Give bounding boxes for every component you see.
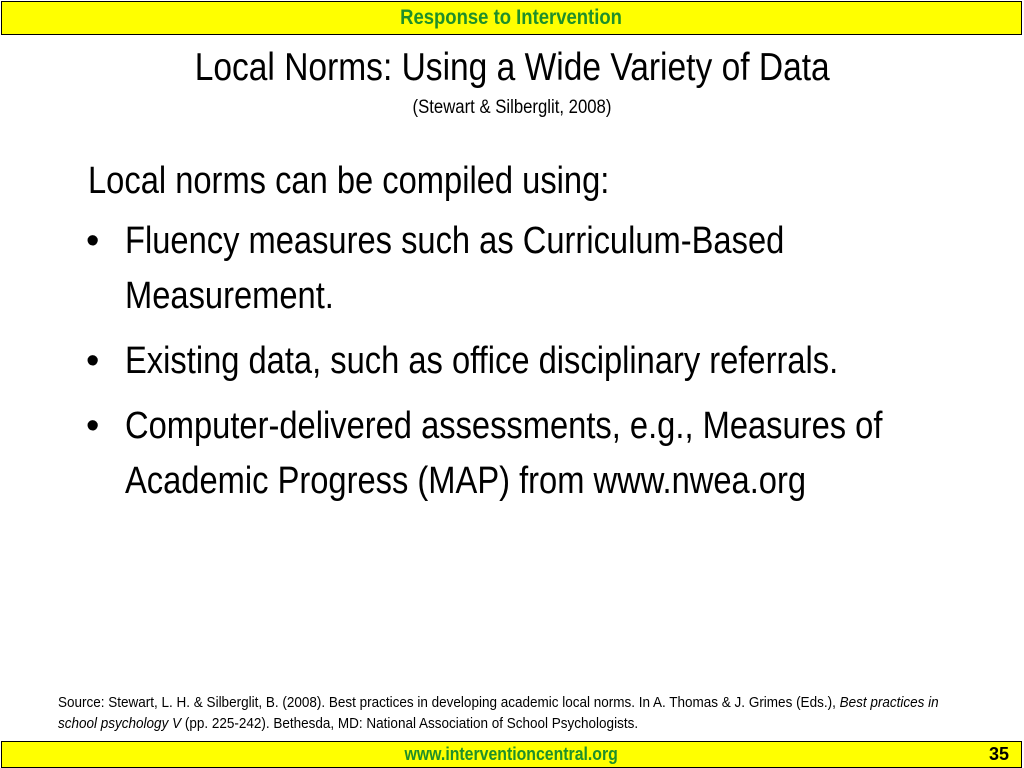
bullet-text xyxy=(125,214,1005,324)
lead-text xyxy=(88,156,694,206)
source-part-2: (pp. 225-242). Bethesda, MD: National Association of School Psychologists. xyxy=(181,715,639,732)
slide-subtitle-text: (Stewart & Silberglit, 2008) xyxy=(412,97,612,118)
bullet-text-content: Fluency measures such as Curriculum-Based Measurement. xyxy=(125,220,785,317)
footer-banner xyxy=(1,741,1022,768)
header-banner-text: Response to Intervention xyxy=(400,6,623,29)
bullet-text-content: Existing data, such as office disciplinary referrals. xyxy=(125,340,839,382)
source-part-1: Source: Stewart, L. H. & Silberglit, B. (2008). Best practices in developing academic local norms. In A. Thomas & J. Grimes (Eds.), xyxy=(58,694,840,711)
lead-text-content: Local norms can be compiled using: xyxy=(88,160,610,202)
bullet-icon: • xyxy=(86,340,100,382)
bullet-text-content: Computer-delivered assessments, e.g., Measures of Academic Progress (MAP) from www.nwea.org xyxy=(125,405,883,502)
slide-title-text: Local Norms: Using a Wide Variety of Data xyxy=(194,46,830,89)
bullet-text xyxy=(125,399,1005,509)
source-citation-text xyxy=(58,692,967,734)
bullet-item xyxy=(0,399,1024,509)
page-number: 35 xyxy=(988,744,1009,764)
bullet-icon: • xyxy=(86,220,100,262)
slide-subtitle xyxy=(0,96,1024,120)
header-banner xyxy=(1,1,1022,35)
bullet-text xyxy=(125,334,1005,389)
footer-website[interactable]: www.interventioncentral.org xyxy=(404,744,619,764)
source-citation xyxy=(58,692,978,734)
bullet-icon: • xyxy=(86,405,100,447)
slide-title xyxy=(0,44,1024,92)
bullet-item xyxy=(0,214,1024,324)
bullet-list xyxy=(0,214,1024,519)
bullet-item xyxy=(0,334,1024,389)
source-book-title: Best practices in school psychology V xyxy=(58,694,939,732)
